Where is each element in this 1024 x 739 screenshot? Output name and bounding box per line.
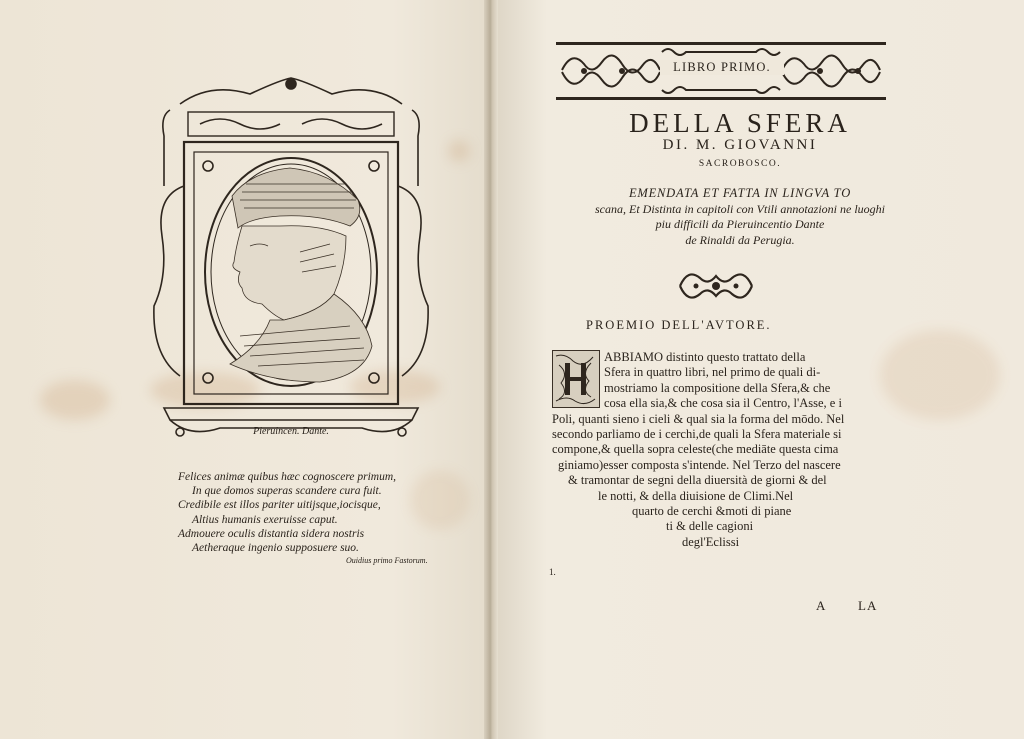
dante-portrait-woodcut <box>150 76 432 446</box>
book-subtitle: DI. M. GIOVANNI <box>662 137 818 153</box>
text-line: quarto de cerchi &moti di piane <box>632 504 792 519</box>
text-line: secondo parliamo de i cerchi,de quali la Sfera materiale si <box>552 427 842 442</box>
text-line: & tramontar de segni della diuersità de giorni & del <box>568 473 827 488</box>
fleuron-ornament <box>676 264 756 308</box>
foxing-stain <box>448 140 470 162</box>
text-line: le notti, & della diuisione de Climi.Nel <box>598 488 794 503</box>
book-title: DELLA SFERA <box>629 108 851 138</box>
text-line: ti & delle cagioni <box>666 519 754 534</box>
verse-line: In que domos superas scandere cura fuit. <box>192 485 382 498</box>
foxing-stain <box>40 380 110 420</box>
running-header: LIBRO PRIMO. <box>660 60 784 75</box>
text-line: giniamo)esser composta s'intende. Nel Terzo del nascere <box>558 457 841 472</box>
portrait-caption: Pieruincen. Dante. <box>253 426 329 437</box>
imprint-line: EMENDATA ET FATTA IN LINGVA TO <box>628 186 852 200</box>
foxing-stain <box>880 330 1000 420</box>
author-name: SACROBOSCO. <box>698 159 782 169</box>
book-gutter <box>484 0 498 739</box>
imprint-line: de Rinaldi da Perugia. <box>685 232 795 247</box>
imprint-line: scana, Et Distinta in capitoli con Vtili annotazioni ne luoghi <box>595 201 885 216</box>
verse-line: Credibile est illos pariter uitijsque,iocisque, <box>178 499 381 512</box>
latin-verse <box>170 470 460 555</box>
section-heading: PROEMIO DELL'AVTORE. <box>586 318 772 332</box>
signature-mark: A <box>816 598 827 613</box>
margin-mark: 1. <box>549 567 556 577</box>
text-line: ABBIAMO distinto questo trattato della <box>604 350 806 364</box>
text-line: degl'Eclissi <box>682 534 740 549</box>
verse-line: Admouere oculis distantia sidera nostris <box>178 527 365 540</box>
verse-line: Felices animæ quibus hæc cognoscere primum, <box>178 471 397 483</box>
verse-source: Ouidius primo Fastorum. <box>346 556 428 565</box>
verse-line: Aetheraque ingenio supposuere suo. <box>192 542 359 555</box>
text-line: Poli, quanti sieno i cieli & qual sia la forma del mōdo. Nel <box>552 411 845 426</box>
text-line: Sfera in quattro libri, nel primo de quali di- <box>604 365 821 380</box>
catchword: LA <box>858 598 878 613</box>
text-line: cosa ella sia,& che cosa sia il Centro, l'Asse, e i <box>604 396 842 411</box>
verse-line: Altius humanis exeruisse caput. <box>192 513 338 526</box>
body-text <box>552 350 898 550</box>
text-line: compone,& quella sopra celeste(che mediāte questa cima <box>552 442 839 457</box>
imprint-line: piu difficili da Pieruincentio Dante <box>655 217 825 231</box>
imprint-description <box>560 186 920 248</box>
text-line: mostriamo la compositione della Sfera,& che <box>604 380 831 395</box>
